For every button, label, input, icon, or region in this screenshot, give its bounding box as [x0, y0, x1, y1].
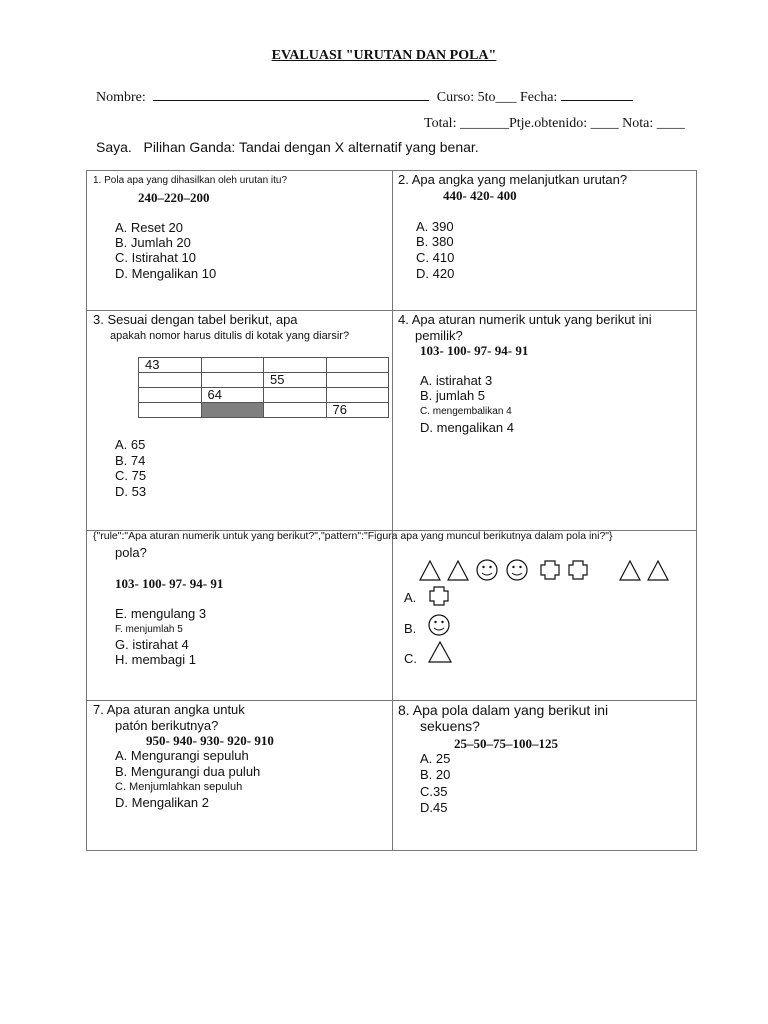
cross-icon [541, 561, 559, 579]
question-grid [86, 170, 697, 851]
question-7-option-d[interactable]: D. Mengalikan 2 [115, 795, 209, 810]
table-cell: 55 [264, 373, 327, 388]
question-4-sequence: 103- 100- 97- 94- 91 [420, 343, 529, 358]
question-1-option-c[interactable]: C. Istirahat 10 [115, 250, 196, 265]
table-cell: 76 [326, 403, 389, 418]
question-6-option-a[interactable]: A. [404, 590, 417, 605]
question-3-text-cont: apakah nomor harus ditulis di kotak yang diarsir? [110, 330, 350, 342]
name-line [96, 90, 633, 106]
table-cell [139, 403, 202, 418]
question-7-option-c[interactable]: C. Menjumlahkan sepuluh [115, 781, 243, 793]
question-4-option-c[interactable]: C. mengembalikan 4 [420, 406, 512, 417]
question-2-option-c[interactable]: C. 410 [416, 250, 455, 265]
question-5-option-f[interactable]: F. menjumlah 5 [115, 624, 183, 635]
question-7-sequence: 950- 940- 930- 920- 910 [146, 733, 274, 748]
triangle-icon [648, 561, 668, 580]
question-3-option-c[interactable]: C. 75 [115, 468, 147, 483]
question-5-sequence: 103- 100- 97- 94- 91 [115, 576, 224, 591]
nombre-label: Nombre: [96, 90, 146, 105]
table-cell [264, 388, 327, 403]
question-4-option-a[interactable]: A. istirahat 3 [420, 373, 493, 388]
table-cell [201, 358, 264, 373]
nombre-blank[interactable] [153, 100, 429, 101]
smiley-icon [426, 614, 456, 638]
table-cell [201, 373, 264, 388]
table-cell [139, 388, 202, 403]
question-2-option-a[interactable]: A. 390 [416, 219, 454, 234]
question-2-option-d[interactable]: D. 420 [416, 266, 455, 281]
smiley-icon [477, 560, 497, 580]
question-6 [398, 545, 694, 695]
question-8-option-c[interactable]: C.35 [420, 784, 448, 799]
question-5-option-h[interactable]: H. membagi 1 [115, 652, 196, 667]
shaded-cell[interactable] [201, 403, 264, 418]
instruction [96, 139, 479, 155]
question-5-text-cont: pola? [115, 545, 147, 560]
question-3 [93, 312, 389, 527]
question-8-option-d[interactable]: D.45 [420, 800, 448, 815]
grid-divider [87, 310, 696, 311]
question-5-6-overflow-text: {"rule":"Apa aturan numerik untuk yang berikut?","pattern":"Figura apa yang muncul berikutnya dalam pola ini?"} [93, 530, 613, 542]
question-5-option-e[interactable]: E. mengulang 3 [115, 606, 207, 621]
question-5 [93, 545, 389, 695]
question-3-option-b[interactable]: B. 74 [115, 453, 146, 468]
question-3-text: 3. Sesuai dengan tabel berikut, apa [93, 312, 298, 327]
table-cell [264, 403, 327, 418]
question-5-option-g[interactable]: G. istirahat 4 [115, 637, 189, 652]
table-cell [139, 373, 202, 388]
question-8-sequence: 25–50–75–100–125 [454, 736, 558, 751]
question-1-option-b[interactable]: B. Jumlah 20 [115, 235, 191, 250]
question-7-option-a[interactable]: A. Mengurangi sepuluh [115, 748, 249, 763]
question-2-option-b[interactable]: B. 380 [416, 234, 454, 249]
fecha-label: Fecha: [520, 90, 558, 105]
table-cell [326, 388, 389, 403]
question-8-option-b[interactable]: B. 20 [420, 767, 451, 782]
question-7 [93, 702, 389, 848]
question-7-text: 7. Apa aturan angka untuk [93, 702, 245, 717]
question-4-text-cont: pemilik? [415, 328, 463, 343]
question-6-option-c[interactable]: C. [404, 651, 417, 666]
instruction-text: Pilihan Ganda: Tandai dengan X alternatif yang benar. [143, 139, 479, 155]
question-8 [398, 702, 694, 848]
table-cell: 64 [201, 388, 264, 403]
question-4-text: 4. Apa aturan numerik untuk yang berikut ini [398, 312, 652, 327]
question-7-text-cont: patón berikutnya? [115, 718, 219, 733]
table-cell [326, 373, 389, 388]
pattern-row [398, 555, 694, 585]
triangle-icon [420, 561, 440, 580]
question-1-text: 1. Pola apa yang dihasilkan oleh urutan itu? [93, 175, 288, 186]
question-1 [93, 173, 389, 308]
question-4 [398, 312, 694, 527]
grid-divider [87, 700, 696, 701]
triangle-icon [448, 561, 468, 580]
question-8-text: 8. Apa pola dalam yang berikut ini [398, 702, 609, 718]
cross-icon [426, 585, 456, 609]
question-6-option-b[interactable]: B. [404, 621, 417, 636]
smiley-icon [507, 560, 527, 580]
question-2-sequence: 440- 420- 400 [443, 188, 517, 203]
number-table [138, 357, 389, 418]
instruction-prefix: Saya. [96, 139, 132, 155]
triangle-icon [426, 640, 456, 666]
fecha-blank[interactable] [561, 100, 633, 101]
total-line: Total: _______Ptje.obtenido: ____ Nota: ____ [424, 116, 685, 131]
question-8-option-a[interactable]: A. 25 [420, 751, 451, 766]
question-2-text: 2. Apa angka yang melanjutkan urutan? [398, 172, 628, 187]
question-3-option-d[interactable]: D. 53 [115, 484, 147, 499]
cross-icon [569, 561, 587, 579]
question-4-option-d[interactable]: D. mengalikan 4 [420, 420, 514, 435]
question-4-option-b[interactable]: B. jumlah 5 [420, 388, 486, 403]
grid-divider [392, 171, 393, 850]
table-cell [264, 358, 327, 373]
question-1-option-d[interactable]: D. Mengalikan 10 [115, 266, 217, 281]
curso-label: Curso: 5to___ [436, 90, 517, 105]
question-1-option-a[interactable]: A. Reset 20 [115, 220, 183, 235]
page-title: EVALUASI "URUTAN DAN POLA" [271, 48, 497, 63]
table-cell [326, 358, 389, 373]
triangle-icon [620, 561, 640, 580]
question-3-option-a[interactable]: A. 65 [115, 437, 146, 452]
question-8-text-cont: sekuens? [420, 718, 480, 734]
question-1-sequence: 240–220–200 [138, 190, 210, 205]
question-7-option-b[interactable]: B. Mengurangi dua puluh [115, 764, 261, 779]
question-2 [398, 172, 694, 307]
table-cell: 43 [139, 358, 202, 373]
